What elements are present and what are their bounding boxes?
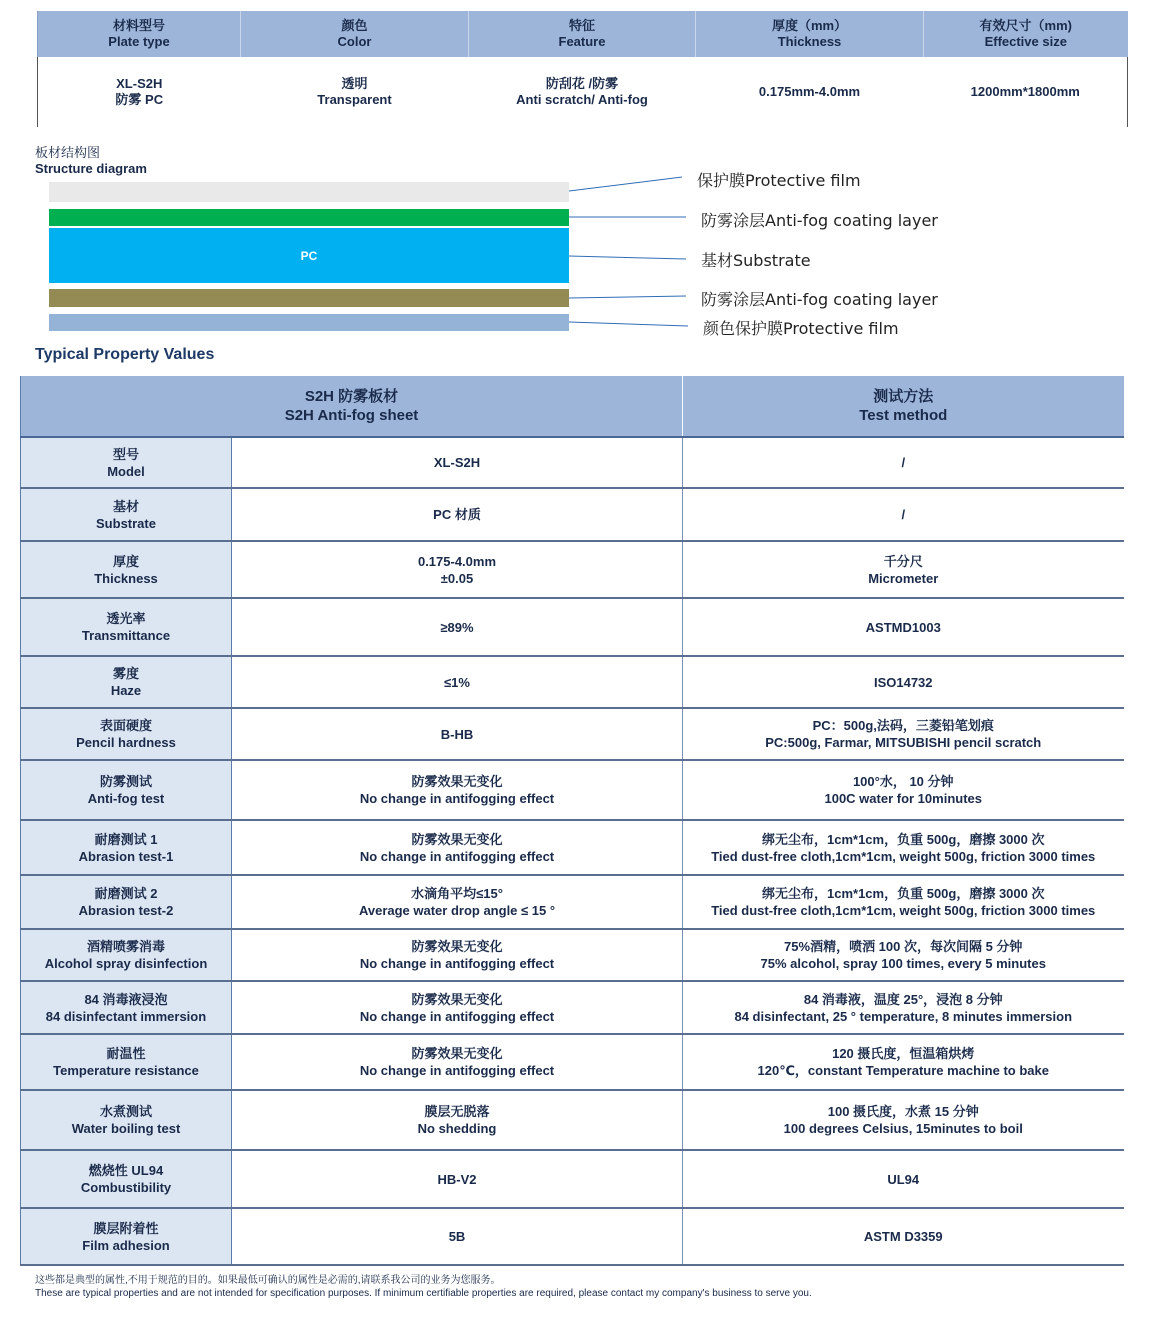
test-method-line: 千分尺 [883, 553, 923, 569]
test-method-line: 100°水， 10 分钟 [852, 774, 954, 789]
test-method [683, 708, 1124, 760]
property-label [21, 1150, 232, 1208]
table-row [21, 981, 1124, 1034]
test-method-line: ASTMD1003 [865, 619, 941, 635]
property-label-line: 燃烧性 UL94 [88, 1163, 164, 1178]
footer-note-en: These are typical properties and are not intended for specification purposes. If minimum certifiable properties are required, please contact my company's business to serve you. [35, 1288, 812, 1299]
property-label-line: 耐温性 [106, 1046, 146, 1061]
test-method-line: 75% alcohol, spray 100 times, every 5 minutes [760, 956, 1046, 971]
property-value [232, 656, 683, 708]
test-method [683, 437, 1124, 488]
test-method [683, 541, 1124, 598]
property-label-line: 防雾测试 [99, 774, 152, 789]
table-row [21, 820, 1124, 875]
test-method [683, 1208, 1124, 1265]
leader-line [569, 296, 686, 298]
property-value [232, 1208, 683, 1265]
diagram-title-cn: 板材结构图 [35, 145, 101, 160]
property-value [232, 760, 683, 820]
property-value-line: HB-V2 [437, 1171, 477, 1187]
test-method-line: 120℃，constant Temperature machine to bake [757, 1063, 1049, 1078]
property-value-line: 水滴角平均≤15° [411, 886, 503, 901]
table-row [21, 708, 1124, 760]
property-label-line: Temperature resistance [53, 1063, 199, 1078]
table-row [21, 760, 1124, 820]
footer-note-cn: 这些都是典型的属性,不用于规范的目的。如果最低可确认的属性是必需的,请联系我公司的业务为您服务。 [35, 1275, 501, 1286]
property-label-line: Pencil hardness [76, 735, 176, 750]
test-method-line: 84 disinfectant, 25 ° temperature, 8 minutes immersion [734, 1008, 1073, 1024]
property-value-line: 膜层无脱落 [424, 1104, 490, 1119]
table-row [21, 875, 1124, 929]
property-value-line: 防雾效果无变化 [411, 939, 503, 954]
property-value-line: 0.175-4.0mm [417, 553, 497, 569]
property-label-line: 酒精喷雾消毒 [86, 939, 165, 954]
test-method [683, 981, 1124, 1034]
spec-cell: 0.175mm-4.0mm [758, 84, 861, 99]
table-row [21, 598, 1124, 656]
test-method-line: Tied dust-free cloth,1cm*1cm, weight 500g, friction 3000 times [711, 903, 1096, 918]
property-value-line: No change in antifogging effect [359, 956, 555, 971]
property-value-line: No change in antifogging effect [359, 791, 555, 806]
property-label [21, 488, 232, 541]
pc-label: PC [300, 249, 318, 263]
property-label-line: Transmittance [81, 628, 171, 643]
test-method [683, 1034, 1124, 1090]
property-label-line: 水煮测试 [99, 1104, 152, 1119]
property-value-line: No shedding [417, 1121, 497, 1136]
property-value [232, 875, 683, 929]
layer-label: 保护膜Protective film [697, 171, 861, 190]
property-value [232, 1090, 683, 1150]
table-row [21, 1034, 1124, 1090]
property-label-line: Haze [110, 683, 142, 698]
table-row [21, 656, 1124, 708]
property-value [232, 488, 683, 541]
spec-header: 特征 Feature [469, 11, 696, 57]
property-label [21, 875, 232, 929]
spec-header: 颜色 Color [241, 11, 469, 57]
spec-cell: 透明 Transparent [317, 76, 392, 107]
layer-label: 防雾涂层Anti-fog coating layer [701, 211, 938, 230]
test-method-line: 84 消毒液，温度 25°，浸泡 8 分钟 [803, 991, 1003, 1007]
property-value-line: No change in antifogging effect [359, 1063, 555, 1078]
property-value [232, 541, 683, 598]
property-value [232, 1150, 683, 1208]
spec-cell: 1200mm*1800mm [924, 57, 1128, 127]
test-method-line: Tied dust-free cloth,1cm*1cm, weight 500g, friction 3000 times [711, 848, 1096, 864]
test-method [683, 875, 1124, 929]
property-label-line: 厚度 [112, 553, 139, 569]
property-label-line: 雾度 [112, 666, 139, 681]
property-label-line: Alcohol spray disinfection [44, 956, 208, 971]
property-label-line: Substrate [96, 515, 156, 531]
property-label [21, 437, 232, 488]
test-method-line: 绑无尘布，1cm*1cm，负重 500g，磨擦 3000 次 [762, 831, 1045, 847]
table-row [21, 488, 1124, 541]
test-method-line: PC：500g,法码，三菱铅笔划痕 [812, 718, 994, 733]
property-label-line: Anti-fog test [87, 791, 165, 806]
test-method-line: / [901, 455, 906, 470]
section-title: Typical Property Values [35, 346, 215, 363]
property-value-line: 防雾效果无变化 [411, 991, 503, 1007]
property-label [21, 541, 232, 598]
property-label-line: 透光率 [106, 611, 146, 626]
property-label-line: 型号 [112, 446, 139, 462]
property-label-line: Abrasion test-1 [78, 848, 174, 864]
table-row [21, 1208, 1124, 1265]
test-method [683, 488, 1124, 541]
property-label [21, 1208, 232, 1265]
property-label [21, 981, 232, 1034]
property-value [232, 708, 683, 760]
leader-line [569, 177, 682, 191]
property-value-line: 防雾效果无变化 [411, 831, 503, 847]
property-value-line: PC 材质 [433, 507, 481, 522]
test-method-line: 120 摄氏度，恒温箱烘烤 [832, 1046, 975, 1061]
property-value-line: XL-S2H [433, 455, 481, 470]
test-method [683, 760, 1124, 820]
leader-line [569, 256, 686, 259]
leader-lines [0, 0, 1151, 345]
property-value-line: ±0.05 [440, 570, 474, 586]
property-label-line: Model [107, 463, 145, 479]
property-value [232, 598, 683, 656]
test-method-line: 100 摄氏度，水煮 15 分钟 [827, 1104, 979, 1119]
spec-cell: XL-S2H 防雾 PC [38, 57, 241, 127]
property-label [21, 1090, 232, 1150]
diagram-title-en: Structure diagram [35, 161, 147, 176]
property-label [21, 1034, 232, 1090]
property-value-line: 5B [448, 1229, 466, 1244]
property-label-line: 84 消毒液浸泡 [84, 991, 168, 1007]
property-table [20, 376, 1124, 1266]
property-label [21, 760, 232, 820]
property-label-line: 耐磨测试 2 [94, 886, 158, 901]
test-method-line: / [901, 507, 906, 522]
property-label-line: Combustibility [80, 1180, 172, 1195]
test-method-line: 100 degrees Celsius, 15minutes to boil [783, 1121, 1023, 1136]
layer-label: 颜色保护膜Protective film [703, 319, 899, 338]
property-label-line: 膜层附着性 [93, 1220, 159, 1236]
table-row [21, 541, 1124, 598]
test-method [683, 598, 1124, 656]
table-row [21, 1150, 1124, 1208]
property-label-line: 基材 [112, 498, 139, 514]
property-label [21, 929, 232, 981]
test-method [683, 1090, 1124, 1150]
spec-cell: 防刮花 /防雾 Anti scratch/ Anti-fog [516, 76, 648, 107]
property-label-line: 84 disinfectant immersion [45, 1008, 207, 1024]
property-label-line: 表面硬度 [99, 718, 152, 733]
table-row [21, 929, 1124, 981]
property-label-line: 耐磨测试 1 [94, 831, 158, 847]
test-method [683, 1150, 1124, 1208]
test-method [683, 929, 1124, 981]
property-value [232, 437, 683, 488]
table-row [21, 437, 1124, 488]
method-header: 测试方法 Test method [683, 376, 1124, 437]
table-row [21, 1090, 1124, 1150]
test-method-line: 75%酒精，喷洒 100 次，每次间隔 5 分钟 [784, 939, 1023, 954]
property-label [21, 656, 232, 708]
property-value-line: Average water drop angle ≤ 15 ° [358, 903, 556, 918]
property-value-line: ≤1% [444, 674, 470, 690]
property-value [232, 929, 683, 981]
layer-label: 基材Substrate [701, 251, 811, 270]
property-label-line: Water boiling test [71, 1121, 181, 1136]
property-value [232, 981, 683, 1034]
leader-line [569, 322, 688, 326]
test-method [683, 820, 1124, 875]
property-label-line: Abrasion test-2 [78, 903, 174, 918]
property-value [232, 1034, 683, 1090]
product-header: S2H 防雾板材 S2H Anti-fog sheet [21, 376, 683, 437]
test-method [683, 656, 1124, 708]
test-method-line: PC:500g, Farmar, MITSUBISHI pencil scratch [765, 735, 1042, 750]
property-value-line: 防雾效果无变化 [411, 774, 503, 789]
test-method-line: 绑无尘布，1cm*1cm，负重 500g，磨擦 3000 次 [762, 886, 1045, 901]
property-label [21, 598, 232, 656]
test-method-line: Micrometer [868, 570, 939, 586]
property-label-line: Film adhesion [82, 1237, 170, 1253]
spec-header: 厚度（mm） Thickness [696, 11, 924, 57]
test-method-line: 100C water for 10minutes [824, 791, 982, 806]
property-value-line: No change in antifogging effect [359, 848, 555, 864]
property-value-line: 防雾效果无变化 [411, 1046, 503, 1061]
property-label [21, 708, 232, 760]
test-method-line: ASTM D3359 [863, 1229, 943, 1244]
property-value-line: B-HB [440, 726, 474, 742]
spec-header: 有效尺寸（mm) Effective size [924, 11, 1128, 57]
property-value-line: ≥89% [440, 619, 474, 635]
property-value [232, 820, 683, 875]
property-label-line: Thickness [94, 570, 158, 586]
property-header-row [21, 376, 1124, 437]
test-method-line: ISO14732 [873, 674, 933, 690]
layer-label: 防雾涂层Anti-fog coating layer [701, 290, 938, 309]
property-label [21, 820, 232, 875]
property-value-line: No change in antifogging effect [359, 1008, 555, 1024]
test-method-line: UL94 [887, 1171, 920, 1187]
spec-header: 材料型号 Plate type [38, 11, 241, 57]
